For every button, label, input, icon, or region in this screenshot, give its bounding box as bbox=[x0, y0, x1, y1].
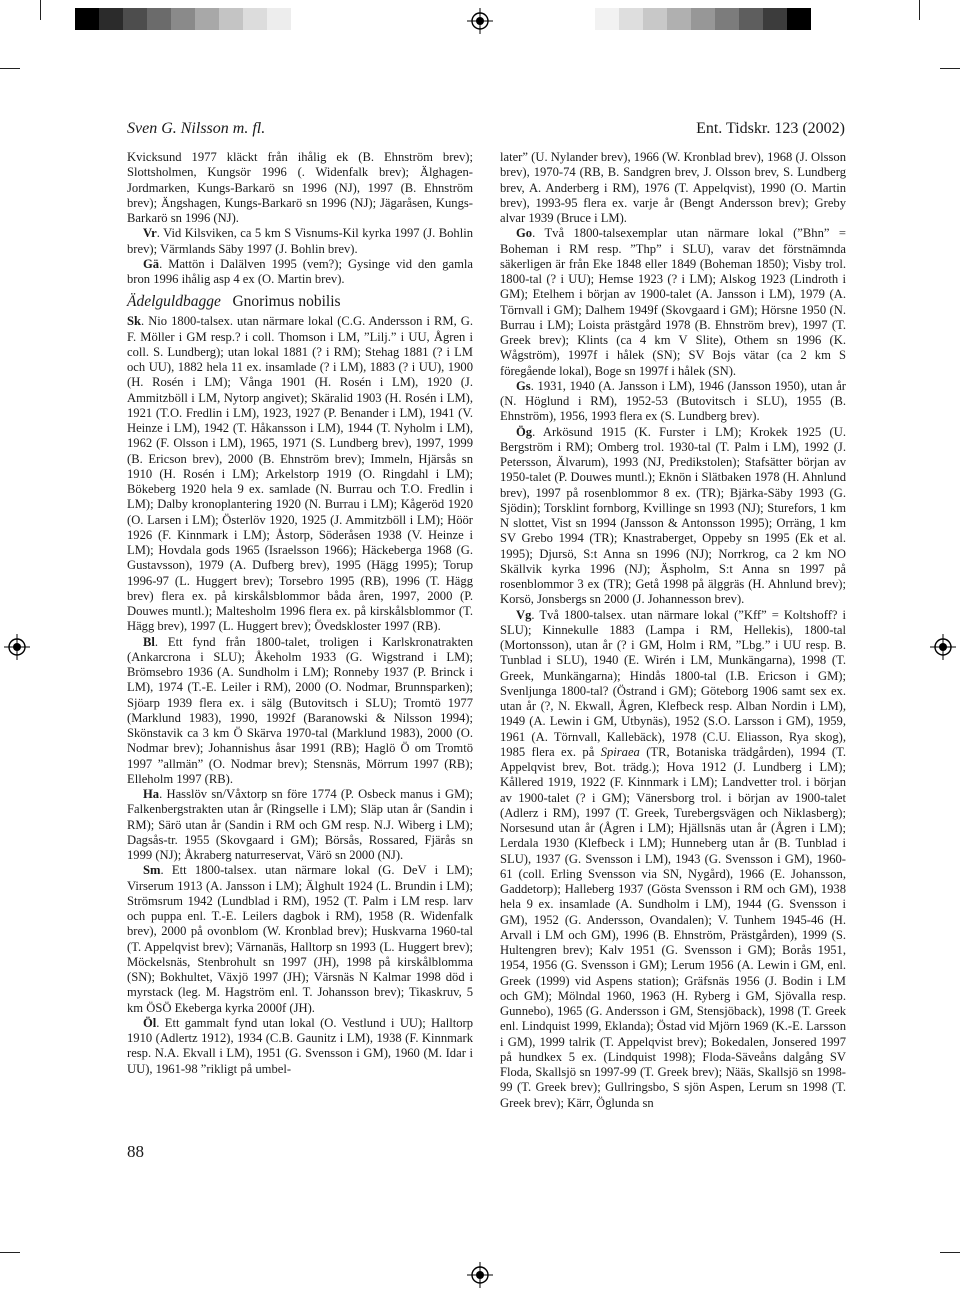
print-bar-swatch bbox=[739, 8, 763, 30]
page-number: 88 bbox=[127, 1142, 144, 1161]
paragraph-province-sk bbox=[127, 314, 473, 634]
print-bar-swatch bbox=[595, 8, 619, 30]
print-color-bar bbox=[75, 8, 291, 30]
paragraph-text: . Två 1800-talsexemplar utan närmare lokal (”Bhn” = Boheman i RM resp. ”Thp” i SLU), varav det förstnämnda säkerligen är från Eke 1848 eller 1849 (Boheman 1850); Visby trol. 1800-tal (? i UU); Hemse 1923 (? i LM); Alskog 1923 (Lindroth i GM); Etelhem i början av 1900-talet (A. Jansson i LM), 1979 (A. Törnvall i GM); Dalhem 1949f (Skovgaard i GM); Hörsne 1950 (N. Burrau i LM); Loista prästgård 1978 (B. Ehnström brev), 1997 (T. Greek brev); Klints (ca 4 km V Slite), Othem sn 1996 (K. Wågström), 1997f i hålek (SN); SV Bojs vätar (ca 2 km S föregående lokal), Boge sn 1997f i hålek (SN). bbox=[500, 226, 846, 378]
province-label: Go bbox=[516, 226, 533, 241]
running-head-journal: Ent. Tidskr. 123 (2002) bbox=[696, 120, 845, 137]
print-bar-swatch bbox=[99, 8, 123, 30]
print-bar-swatch bbox=[243, 8, 267, 30]
species-scientific-name: Gnorimus nobilis bbox=[232, 293, 341, 311]
province-label: Vr bbox=[143, 226, 157, 241]
crop-mark bbox=[940, 1252, 960, 1253]
print-bar-swatch bbox=[171, 8, 195, 30]
paragraph-province-og bbox=[500, 425, 846, 608]
province-label: Vg bbox=[516, 607, 532, 622]
crop-mark bbox=[919, 0, 920, 20]
species-common-name: Ädelguldbagge bbox=[127, 293, 221, 311]
province-label: Ög bbox=[516, 424, 533, 439]
registration-mark-icon bbox=[4, 634, 30, 660]
running-head-authors: Sven G. Nilsson m. fl. bbox=[127, 120, 266, 137]
registration-mark-icon bbox=[467, 1262, 493, 1288]
paragraph-province-ol bbox=[127, 1016, 473, 1077]
print-bar-swatch bbox=[219, 8, 243, 30]
province-label: Öl bbox=[143, 1015, 157, 1030]
registration-mark-icon bbox=[467, 8, 493, 34]
print-bar-swatch bbox=[195, 8, 219, 30]
print-bar-swatch bbox=[715, 8, 739, 30]
print-bar-swatch bbox=[667, 8, 691, 30]
print-bar-swatch bbox=[267, 8, 291, 30]
paragraph-text: . Ett 1800-talsex. utan närmare lokal (G. DeV i LM); Virserum 1913 (A. Jansson i LM); Älghult 1924 (L. Brundin i LM); Strömsrum 1942 (Lundblad i RM), 1952 (T. Palm i LM resp. larv och puppa enl. T.-E. Leilers dagbok i RM), 1958 (R. Widenfalk brev), 2000 på ovonblom (W. Kronblad brev); Huskvarna 1960-tal (T. Appelqvist brev); Värnanäs, Halltorp sn 1993 (L. Huggert brev); Möckelsnäs, Stenbrohult sn 1997 (JH), 1998 på kirskålblomma (SN); Bokhultet, Växjö 1997 (JH); Värsnäs N Kalmar 1998 död i myrstack (leg. M. Hagström enl. T. Johansson brev); Tikaskruv, 5 km ÖSÖ Ekeberga kyrka 2000f (JH). bbox=[127, 863, 473, 1015]
paragraph-text: . Två 1800-talsex. utan närmare lokal (”Kff” = Koltshoff? i SLU); Kinnekulle 1883 (Lampa i RM, Hellekis), 1800-tal (Mortonsson), utan år (? i GM, Holm i RM, ”Lbg.” i UU resp. B. Tunblad i SLU), 1940 (E. Wirén i LM, Munkängarna), 1998 (T. Greek, Munkängarna); Hindås 1800-tal (I.B. Ericson i GM); Svenljunga 1800-tal? (Östrand i GM); Göteborg 1906 samt sex ex. utan år (?, N. Ekwall, Ågren, Klefbeck resp. Alban Nordin i LM), 1949 (A. Lewin i GM, Utbynäs), 1952 (S.O. Larsson i GM), 1959, 1961 (A. Törnvall, Kallebäck), 1978 (C.U. Eliasson, Rya skog), 1985 flera ex. på bbox=[500, 607, 846, 759]
paragraph-text: . Arkösund 1915 (K. Furster i LM); Krokek 1925 (U. Bergström i RM); Omberg trol. 1930-tal (T. Palm i LM), 1992 (J. Petersson, Älvarum), 1993 (NJ, Predikstolen); Stafsätter början av 1950-talet (P. Douwes muntl.); Eknön i Slätbaken 1978 (H. Ahnlund brev), 1997 på rosenblommor 8 ex. (TR); Bjärka-Säby 1993 (G. Sjödin); Torsklint fornborg, Kvillinge sn 1993 (NJ); Sturefors, 1 km N slottet, Vist sn 1994 (Jansson & Antonsson 1995); Orräng, 1 km SV Grebo 1994 (TR); Knastraberget, Oppeby sn 1995 (Ek et al. 1995); Djursö, S:t Anna sn 1996 (NJ); Norrkrog, ca 2 km NO Skällvik kyrka 1996 (NJ); Äspholm, S:t Anna sn 1997 på rosenblommor 3 ex (TR); Getå 1998 på älggräs (H. Ahnlund brev); Korsö, Jonsbergs sn 2000 (J. Johannesson brev). bbox=[500, 424, 846, 607]
paragraph-text: . 1931, 1940 (A. Jansson i LM), 1946 (Jansson 1950), utan år (N. Höglund i RM), 1952-53 (Butovitsch i SLU), 1955 (B. Ehnström), 1956, 1993 flera ex (S. Lundberg brev). bbox=[500, 378, 846, 424]
paragraph: later” (U. Nylander brev), 1966 (W. Kronblad brev), 1968 (J. Olsson brev), 1970-74 (RB, B. Sandgren brev, J. Olsson brev, S. Lundberg brev, A. Anderberg i RM), 1976 (T. Appelqvist), 1990 (O. Martin brev), 1993-95 flera ex. varje år (Bengt Andersson brev); Greby alvar 1939 (Bruce i LM). bbox=[500, 150, 846, 225]
paragraph-text: . Ett gammalt fynd utan lokal (O. Vestlund i UU); Halltorp 1910 (Adlertz 1912), 1934 (C.B. Gaunitz i LM), 1938 (F. Kinnmark resp. N.A. Ekvall i LM), 1951 (G. Svensson i GM), 1960 (M. Idar i UU), 1961-98 ”rikligt på umbel- bbox=[127, 1015, 473, 1076]
province-label: Sm bbox=[143, 863, 161, 878]
paragraph-text: . Nio 1800-talsex. utan närmare lokal (C.G. Andersson i RM, G. F. Möller i GM resp.? i coll. Thomson i LM, ”Lilj.” i UU, Ågren i coll. S. Lundberg); utan lokal 1881 (? i RM); Stehag 1881 (? i LM och UU), 1882 hela 11 ex. insamlade (? i LM), 1883 (? i UU), 1900 (H. Rosén i LM); Vånga 1901 (H. Rosén i LM), 1920 (J. Ammitzböll i LM, Nytorp angivet); Skäralid 1903 (H. Rosén i LM), 1921 (T.O. Fredlin i LM), 1923, 1927 (P. Benander i LM), 1941 (V. Heinze i LM), 1942 (T. Håkansson i LM), 1944 (T. Nyholm i LM), 1962 (F. Olsson i LM), 1965, 1971 (S. Lundberg brev), 1997, 1999 (B. Ericson brev), 2000 (B. Ehnström brev); Immeln, Hjärsås sn 1910 (H. Rosén i LM); Arkelstorp 1919 (O. Ringdahl i LM); Bökeberg 1920 hela 9 ex. samlade (N. Burrau och T.O. Fredlin i LM); Dalby kronoplantering 1920 (N. Burrau i LM); Kågeröd 1920 (O. Larsen i LM); Österlöv 1920, 1925 (J. Ammitzböll i LM); Höör 1926 (F. Kinnmark i LM); Åstorp, Söderåsen 1938 (V. Heinze i LM); Hovdala gods 1965 (Israelsson 1966); Häckeberga 1968 (G. Gustavsson), 1979 (A. Dufberg brev), 1995 (Hägg 1995); Torup 1996-97 (L. Huggert brev); Torsebro 1995 (RB), 1996 (T. Hägg brev) flera ex. på kirskålsblommor båda åren, 1997, 2000 (P. Douwes muntl.); Maltesholm 1996 flera ex. på kirskålsblommor (T. Hägg brev), 1997 (L. Huggert brev); Övedskloster 1997 (RB). bbox=[127, 314, 473, 634]
province-label: Sk bbox=[127, 314, 142, 329]
crop-mark bbox=[0, 68, 20, 69]
crop-mark bbox=[40, 0, 41, 20]
paragraph: Kvicksund 1977 kläckt från ihålig ek (B. Ehnström brev); Slottsholmen, Kungsör 1996 (. Widenfalk brev); Älghagen-Jordmarken, Kungs-Barkarö sn 1996 (NJ), 1997 (B. Ehnström brev); Ängshagen, Kungs-Barkarö sn 1996 (NJ); Jägaråsen, Kungs-Barkarö sn 1996 (NJ). bbox=[127, 150, 473, 225]
species-heading bbox=[127, 293, 473, 311]
text-column-left bbox=[127, 150, 473, 1077]
paragraph-text: . Vid Kilsviken, ca 5 km S Visnums-Kil kyrka 1997 (J. Bohlin brev); Värmlands Säby 1997 (J. Bohlin brev). bbox=[127, 226, 473, 256]
province-label: Bl bbox=[143, 634, 155, 649]
paragraph-province-vr bbox=[127, 226, 473, 257]
paragraph-text: . Hasslöv sn/Våxtorp sn före 1774 (P. Osbeck manus i GM); Falkenbergstrakten utan år (Ringselle i LM); Släp utan år (Sandin i RM); Särö utan år (Sandin i RM och GM resp. N.J. Wiberg i LM); Dagsås-tr. 1955 (Skovgaard i GM); Börsås, Rossared, Fjärås sn 1999 (NJ); Åkraberg naturreservat, Värö sn 2000 (NJ). bbox=[127, 787, 473, 862]
print-bar-swatch bbox=[763, 8, 787, 30]
paragraph-province-vg bbox=[500, 608, 846, 1111]
crop-mark bbox=[0, 1252, 20, 1253]
registration-mark-icon bbox=[930, 634, 956, 660]
province-label: Ha bbox=[143, 787, 160, 801]
print-bar-swatch bbox=[643, 8, 667, 30]
paragraph-province-ha bbox=[127, 787, 473, 863]
paragraph-text: . Mattön i Dalälven 1995 (vem?); Gysinge vid den gamla bron 1996 ihålig asp 4 ex (O. Martin brev). bbox=[127, 256, 473, 286]
print-bar-swatch bbox=[691, 8, 715, 30]
print-bar-swatch bbox=[147, 8, 171, 30]
print-gray-bar bbox=[595, 8, 811, 30]
print-bar-swatch bbox=[123, 8, 147, 30]
text-column-right bbox=[500, 150, 846, 1111]
province-label: Gä bbox=[143, 256, 160, 271]
paragraph-province-gs bbox=[500, 379, 846, 425]
print-bar-swatch bbox=[75, 8, 99, 30]
print-bar-swatch bbox=[619, 8, 643, 30]
province-label: Gs bbox=[516, 378, 531, 393]
crop-mark bbox=[940, 68, 960, 69]
paragraph-province-sm bbox=[127, 863, 473, 1016]
paragraph-province-go bbox=[500, 226, 846, 379]
paragraph-text: (TR, Botaniska trädgården), 1994 (T. Appelqvist brev, Bot. trädg.); Hova 1912 (J. Lundberg i LM); Kållered 1919, 1922 (F. Kinnmark i LM); Landvetter trol. i början av 1900-talet (? i GM); Vänersborg trol. i början av 1900-talet (Adlerz i RM), 1997 (T. Greek, Turebergsvägen och Niklasberg); Norsesund utan år (Ågren i LM); Hjällsnäs utan år (Ågren i LM); Lerdala 1930 (Klefbeck i LM); Hunneberg utan år (B. Tunblad i SLU), 1937 (G. Svensson i LM), 1943 (G. Svensson i GM), 1960-61 (coll. Erling Svensson via SN, Nygård), 1966 (E. Johansson, Gaddetorp); Halleberg 1937 (Gösta Svensson i RM och GM), 1938 hela 9 ex. insamlade (A. Sundholm i LM), 1944 (G. Svensson i GM), 1952 (G. Andersson, Ovandalen); V. Tunhem 1945-46 (H. Arvall i LM och GM), 1996 (B. Ehnström, Prästgården), 1999 (S. Hultengren brev); Kalv 1951 (G. Svensson i GM); Borås 1951, 1954, 1956 (G. Svensson i GM); Lerum 1956 (A. Lewin i GM, enl. Greek (1999) vid Aspens station); Gräfsnäs 1956 (J. Bodin i LM och GM); Mölndal 1960, 1963 (H. Ryberg i GM, Sjövalla resp. Gunnebo), 1965 (G. Andersson i GM, Stensjöback), 1998 (T. Greek enl. Lindquist 1999, Eklanda); Östad vid Mjörn 1969 (K.-E. Larsson i GM), 1999 talrik (T. Appelqvist brev); Bokedalen, Jonsered 1997 på hundkex 5 ex. (Lindquist 1998); Floda-Säveåns dalgång SV Floda, Skallsjö sn 1997-99 (T. Greek brev); Nääs, Skallsjö sn 1998-99 (T. Greek brev); Gullringsbo, S sjön Aspen, Lerum sn 1998 (T. Greek brev); Kärr, Öglunda sn bbox=[500, 744, 846, 1110]
paragraph-text: . Ett fynd från 1800-talet, troligen i Karlskronatrakten (Ankarcrona i SLU); Åkeholm 1933 (G. Wigstrand i LM); Brömsebro 1936 (A. Sundholm i LM); Ronneby 1937 (P. Brinck i LM), 1974 (T.-E. Leiler i RM), 2000 (O. Nodmar, Brunnsparken); Sjöarp 1939 flera ex. i sälg (Butovitsch i SLU); Tromtö 1977 (Marklund 1983), 1990, 1992f (Baranowski & Nilsson 1994); Skönstavik ca 3 km Ö Skärva 1970-tal (Marklund 1983), 2000 (O. Nodmar brev); Johannishus åsar 1991 (RB); Haglö Ö om Tromtö 1997 ”allmän” (O. Nodmar brev); Stensnäs, Mörrum 1997 (RB); Elleholm 1997 (RB). bbox=[127, 634, 473, 786]
paragraph-province-bl bbox=[127, 635, 473, 788]
print-bar-swatch bbox=[787, 8, 811, 30]
paragraph-province-ga bbox=[127, 257, 473, 288]
plant-genus: Spiraea bbox=[600, 744, 640, 759]
